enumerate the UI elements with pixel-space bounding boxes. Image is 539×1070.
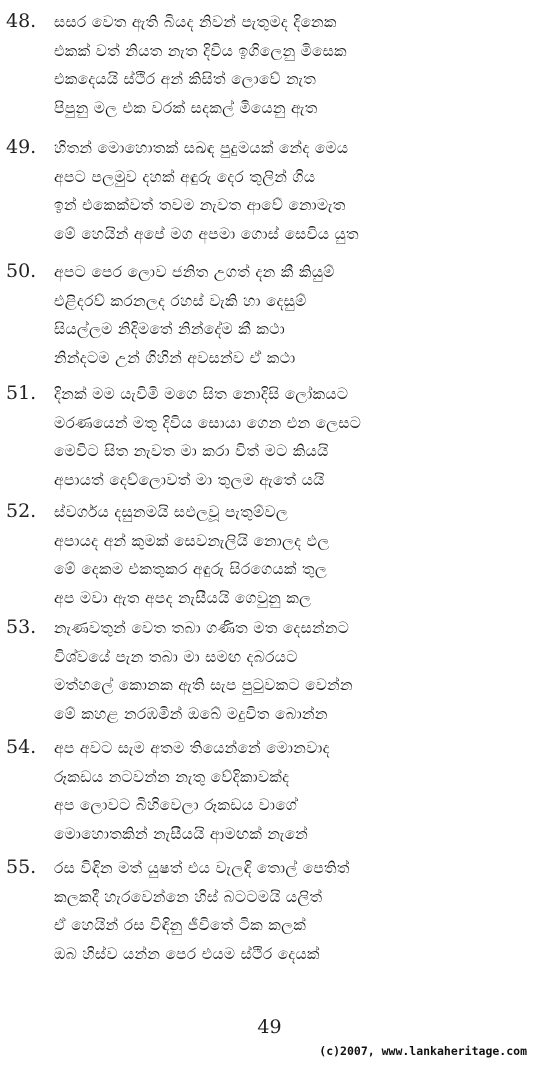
page-number: 49 — [257, 1016, 282, 1038]
verse-lines — [54, 258, 534, 372]
verse-line: ඒ හෙයින් රස විඳිනු ජීවිතේ ටික කලක් — [54, 916, 307, 934]
verse-line: කලකදී හැරවෙන්නෙ හිස් බටටමයි යලිත් — [54, 887, 323, 906]
verse-line: විශ්වයේ පැන තබා මා සමඟ දබරයට — [54, 647, 298, 666]
verse-line: සියල්ලම නිදිමතේ නින්දේම කී කථා — [54, 320, 286, 338]
verse-line: මෙවිට සිත නැවත මා කරා විත් මට කියයි — [54, 442, 329, 460]
verse-line: අපට පෙර ලොව ජනිත උගත් දන කී කියුම් — [54, 263, 335, 281]
verse-line: අප මවා ඇත අපද නැසීයයි ගෙවුනු කල — [54, 588, 312, 607]
verse-lines — [54, 614, 534, 728]
verse-number: 52. — [6, 500, 37, 522]
verse-line: මොහොතකින් නැසීයයි ආමඟක් නැනේ — [54, 824, 309, 843]
copyright-credit: (c)2007, www.lankaheritage.com — [319, 1044, 527, 1058]
verse-lines — [54, 854, 534, 968]
verse-line: මරණයෙන් මතු දිවිය සොයා ගෙන එන ලෙසට — [54, 413, 362, 432]
verse-line: නැණවතුන් වෙත තබා ගණිත මත දෙසන්නට — [54, 619, 350, 637]
verse-line: ස්වර්ගය දසුනමයි සඵලවූ පැතුම්වල — [54, 503, 288, 521]
verse-number: 48. — [6, 10, 37, 32]
verse-line: හිතන් මොහොතක් සඛඳ පුදුමයක් නේද මෙය — [54, 139, 349, 157]
verse-line: අප අවට සැම අතම තියෙන්නේ මොනවාද — [54, 739, 330, 757]
verse-line: ඉන් එකෙක්වත් තවම නැවත ආවේ නොමැත — [54, 196, 346, 214]
verse-number: 51. — [6, 382, 37, 404]
verse-lines — [54, 734, 534, 848]
verse-lines — [54, 498, 534, 612]
verse-number: 49. — [6, 136, 37, 158]
verse-line: සසර වෙත ඇති බියද නිවන් පැතුමද දිනෙක — [54, 13, 337, 31]
verse-lines — [54, 8, 534, 122]
verse-line: එළිදරව් කරනලද රහස් වැකි හා දෙසුම් — [54, 291, 307, 310]
verse-line: පිපුනු මල එක වරක් සදකල් මියෙනු ඇත — [54, 98, 318, 117]
verse-line: මත්හලේ කොනක ඇති සැප පුටුවකට වෙන්න — [54, 676, 353, 694]
verse-line: එකදෙයයි ස්ථිර අන් කිසිත් ලොවේ නැත — [54, 70, 317, 88]
verse-line: අප ලොවට බිහිවෙලා රූකඩය වාගේ — [54, 796, 298, 814]
verse-line: මේ දෙකම එකතුකර අඳුරු සිරගෙයක් තුල — [54, 560, 328, 578]
verse-line: අපට පලමුව දහක් අඳුරු දෙර තුලින් ගිය — [54, 167, 316, 186]
verse-lines — [54, 134, 534, 248]
verse-line: දිනක් මම යැවිමි මගෙ සිත නොදිසි ලෝකයට — [54, 385, 349, 403]
verse-line: නින්දටම උන් ගිහින් අවසන්ව ඒ කථා — [54, 348, 296, 367]
verse-line: මේ කහළ නරඹමින් ඔබේ මදුවිත බොන්න — [54, 704, 328, 723]
verse-number: 53. — [6, 616, 37, 638]
verse-line: මේ හෙයින් අපේ මග අපමා ගොස් සෙවිය යුත — [54, 224, 359, 243]
verse-line: ඔබ හිස්ව යන්න පෙර එයම ස්ථිර දෙයක් — [54, 944, 320, 963]
verse-number: 50. — [6, 260, 37, 282]
verse-lines — [54, 380, 534, 494]
verse-number: 54. — [6, 736, 37, 758]
verse-line: රූකඩය නටවන්න නැතු වේදිකාවක්ද — [54, 767, 290, 786]
verse-line: එකක් වත් නියත නැත දිවිය ඉගිලෙනු මිසෙක — [54, 41, 347, 60]
verse-line: රස විඳින මත් යුෂත් එය වැලඳි තොල් පෙතිත් — [54, 859, 350, 877]
verse-number: 55. — [6, 856, 37, 878]
verse-line: අපායත් දෙව්ලොවත් මා තුලම ඇතේ යයි — [54, 470, 325, 489]
verse-line: අපායද අන් කුමක් සෙවනැලියි නොලද ඵල — [54, 531, 330, 550]
